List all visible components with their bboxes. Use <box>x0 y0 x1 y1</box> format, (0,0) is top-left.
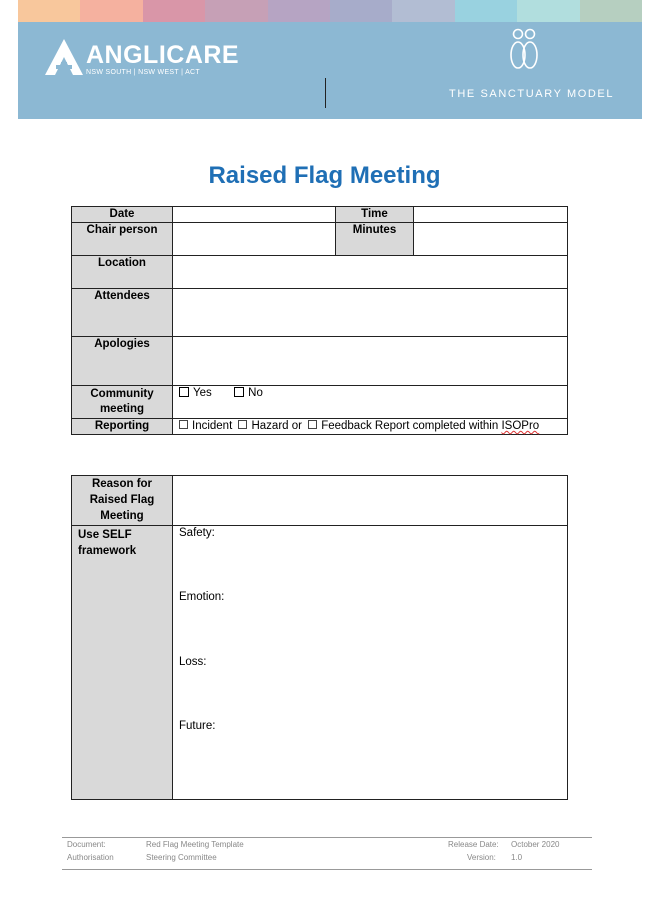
feedback-checkbox[interactable] <box>308 420 317 429</box>
stripe-segment <box>18 0 80 22</box>
apologies-field[interactable] <box>173 337 568 386</box>
reporting-options <box>173 419 568 435</box>
chair-label: Chair person <box>72 223 173 256</box>
location-field[interactable] <box>173 256 568 289</box>
emotion-label: Emotion: <box>179 591 225 603</box>
hazard-label: Hazard or <box>251 420 302 432</box>
community-label-line2: meeting <box>99 403 145 415</box>
reason-label-line3: Meeting <box>100 510 144 522</box>
community-meeting-options <box>173 386 568 419</box>
no-label: No <box>248 387 263 399</box>
time-label: Time <box>336 207 414 223</box>
isopro-text: ISOPro <box>501 420 540 432</box>
attendees-label: Attendees <box>72 289 173 337</box>
reason-field[interactable] <box>173 476 568 526</box>
page-title: Raised Flag Meeting <box>208 162 441 189</box>
document-label: Document: <box>67 840 106 849</box>
anglicare-a-icon <box>44 38 84 76</box>
version-value: 1.0 <box>511 853 523 862</box>
reason-label-line2: Raised Flag <box>89 494 155 506</box>
stripe-segment <box>392 0 454 22</box>
reason-label-line1: Reason for <box>91 478 153 490</box>
incident-label: Incident <box>192 420 233 432</box>
release-date-value: October 2020 <box>511 840 560 849</box>
stripe-segment <box>330 0 392 22</box>
minutes-field[interactable] <box>414 223 568 256</box>
release-date-label: Release Date: <box>448 840 499 849</box>
version-label: Version: <box>467 853 496 862</box>
stripe-segment <box>580 0 642 22</box>
reason-label <box>72 476 173 526</box>
self-framework-table <box>71 475 568 800</box>
sanctuary-figures-icon <box>500 25 548 75</box>
safety-label: Safety: <box>179 527 215 539</box>
stripe-segment <box>80 0 142 22</box>
attendees-field[interactable] <box>173 289 568 337</box>
stripe-segment <box>143 0 205 22</box>
no-checkbox[interactable] <box>234 387 244 397</box>
meeting-details-table <box>71 206 568 435</box>
header-color-stripe <box>18 0 642 22</box>
date-label: Date <box>72 207 173 223</box>
authorisation-label: Authorisation <box>67 853 114 862</box>
time-field[interactable] <box>414 207 568 223</box>
stripe-segment <box>205 0 267 22</box>
hazard-checkbox[interactable] <box>238 420 247 429</box>
document-value: Red Flag Meeting Template <box>146 840 244 849</box>
self-label-line1: Use SELF <box>78 529 132 541</box>
stripe-segment <box>455 0 517 22</box>
chair-field[interactable] <box>173 223 336 256</box>
location-label: Location <box>72 256 173 289</box>
stripe-segment <box>268 0 330 22</box>
org-name: ANGLICARE <box>86 41 240 69</box>
org-subtitle: NSW SOUTH | NSW WEST | ACT <box>86 69 200 76</box>
date-field[interactable] <box>173 207 336 223</box>
community-label-line1: Community <box>90 388 154 400</box>
apologies-label: Apologies <box>72 337 173 386</box>
future-label: Future: <box>179 720 216 732</box>
yes-checkbox[interactable] <box>179 387 189 397</box>
loss-label: Loss: <box>179 656 207 668</box>
stripe-segment <box>517 0 579 22</box>
reporting-label: Reporting <box>72 419 173 435</box>
header-divider <box>325 78 326 108</box>
yes-label: Yes <box>193 387 212 399</box>
anglicare-logo <box>44 38 239 76</box>
self-framework-label <box>72 526 173 800</box>
self-label-line2: framework <box>78 545 137 557</box>
community-meeting-label <box>72 386 173 419</box>
authorisation-value: Steering Committee <box>146 853 217 862</box>
minutes-label: Minutes <box>336 223 414 256</box>
incident-checkbox[interactable] <box>179 420 188 429</box>
self-framework-field[interactable] <box>173 526 568 800</box>
sanctuary-model-text: THE SANCTUARY MODEL <box>449 88 615 100</box>
feedback-label: Feedback Report completed within <box>321 420 499 432</box>
document-footer <box>62 837 592 870</box>
